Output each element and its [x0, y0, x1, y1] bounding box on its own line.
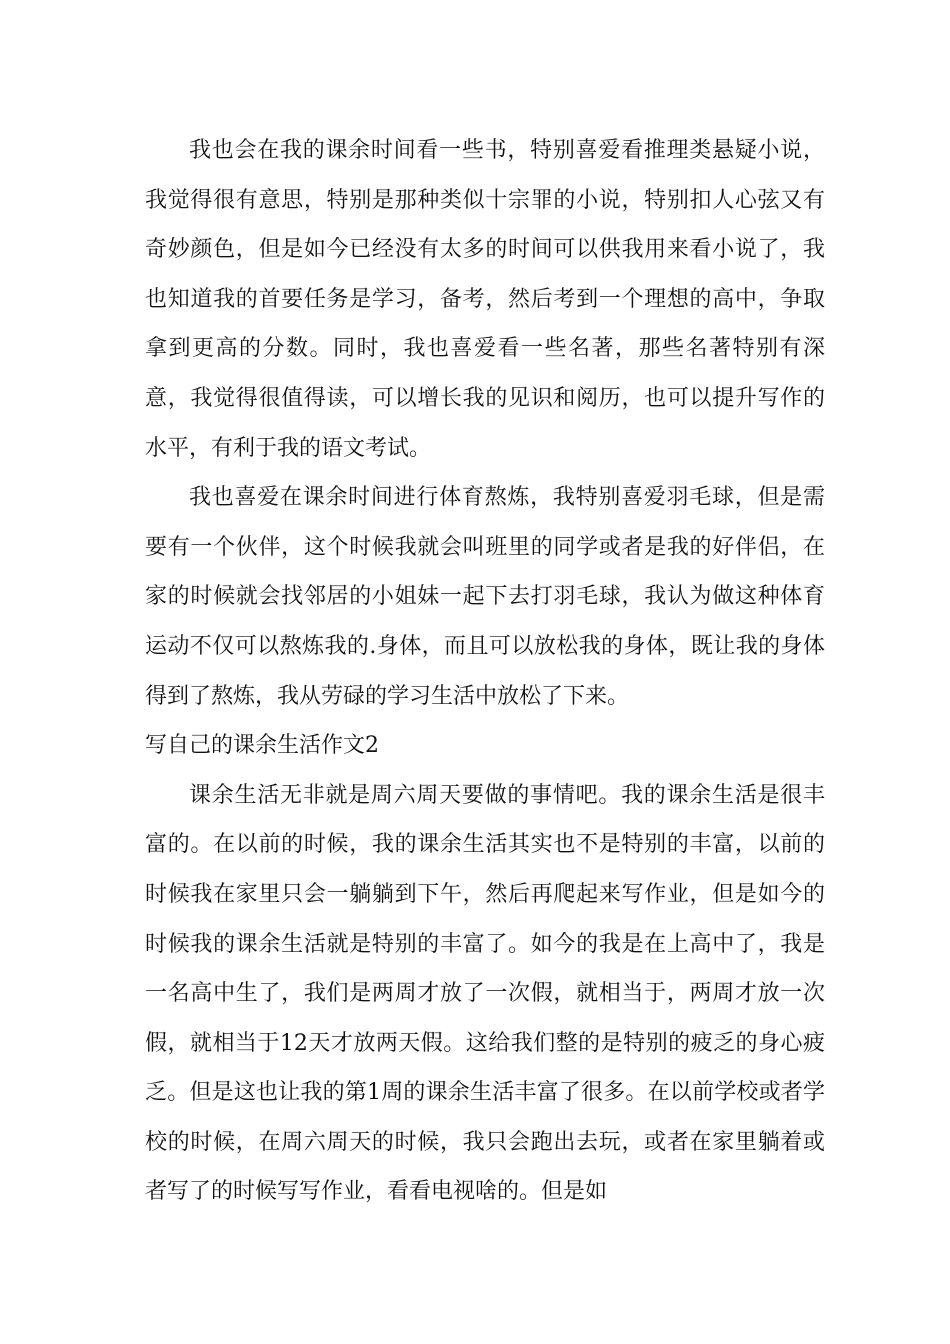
paragraph-sports: 我也喜爱在课余时间进行体育熬炼，我特别喜爱羽毛球，但是需要有一个伙伴，这个时候我就会叫班里的同学或者是我的好伴侣，在家的时候就会找邻居的小姐妹一起下去打羽毛球，我认为做这种体育运动不仅可以熬炼我的.身体，而且可以放松我的身体，既让我的身体得到了熬炼，我从劳碌的学习生活中放松了下来。	[145, 485, 825, 709]
document-body	[145, 126, 825, 1217]
essay-heading: 写自己的课余生活作文2	[145, 733, 379, 759]
paragraph-reading: 我也会在我的课余时间看一些书，特别喜爱看推理类悬疑小说，我觉得很有意思，特别是那种类似十宗罪的小说，特别扣人心弦又有奇妙颜色，但是如今已经没有太多的时间可以供我用来看小说了，我也知道我的首要任务是学习，备考，然后考到一个理想的高中，争取拿到更高的分数。同时，我也喜爱看一些名著，那些名著特别有深意，我觉得很值得读，可以增长我的见识和阅历，也可以提升写作的水平，有利于我的语文考试。	[145, 138, 825, 461]
paragraph-weekend: 课余生活无非就是周六周天要做的事情吧。我的课余生活是很丰富的。在以前的时候，我的课余生活其实也不是特别的丰富，以前的时候我在家里只会一躺躺到下午，然后再爬起来写作业，但是如今的时候我的课余生活就是特别的丰富了。如今的我是在上高中了，我是一名高中生了，我们是两周才放了一次假，就相当于，两周才放一次假，就相当于12天才放两天假。这给我们整的是特别的疲乏的身心疲乏。但是这也让我的第1周的课余生活丰富了很多。在以前学校或者学校的时候，在周六周天的时候，我只会跑出去玩，或者在家里躺着或者写了的时候写写作业，看看电视啥的。但是如	[145, 782, 825, 1205]
